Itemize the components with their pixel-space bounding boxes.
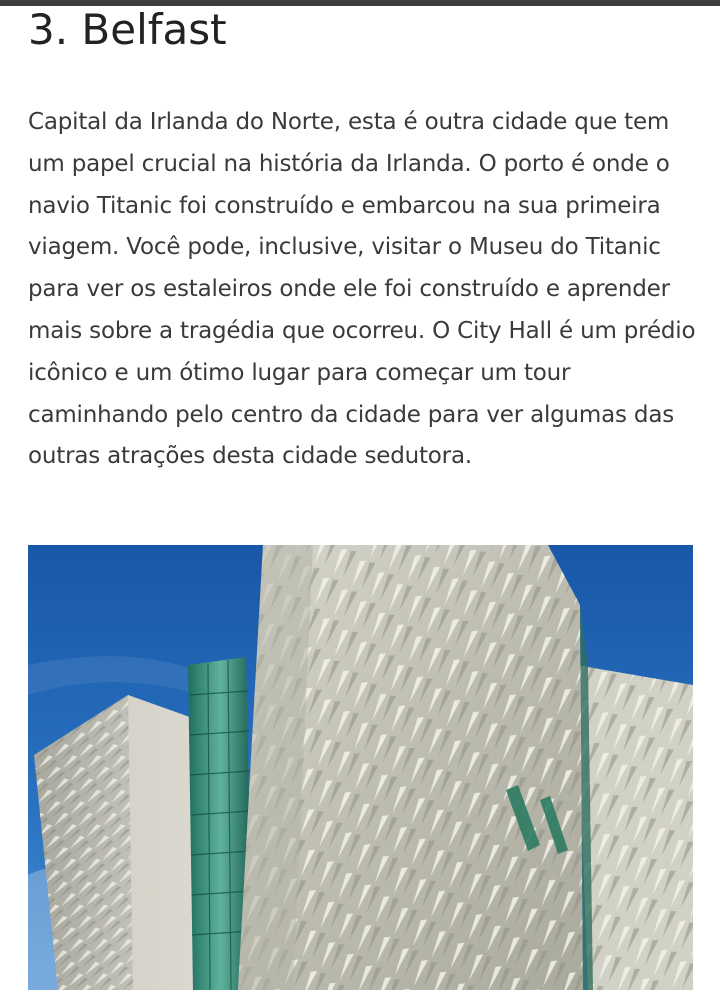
section-heading: 3. Belfast [28, 5, 227, 54]
titanic-building-photo [28, 545, 693, 990]
article-paragraph: Capital da Irlanda do Norte, esta é outra cidade que tem um papel crucial na história da Irlanda. O porto é onde o navio Titanic foi construído e embarcou na sua primeira viagem. Você pode, inclusive, visitar o Museu do Titanic para ver os estaleiros onde ele foi construído e aprender mais sobre a tragédia que ocorreu. O City Hall é um prédio icônico e um ótimo lugar para começar um tour caminhando pelo centro da cidade para ver algumas das outras atrações desta cidade sedutora. [28, 109, 696, 470]
